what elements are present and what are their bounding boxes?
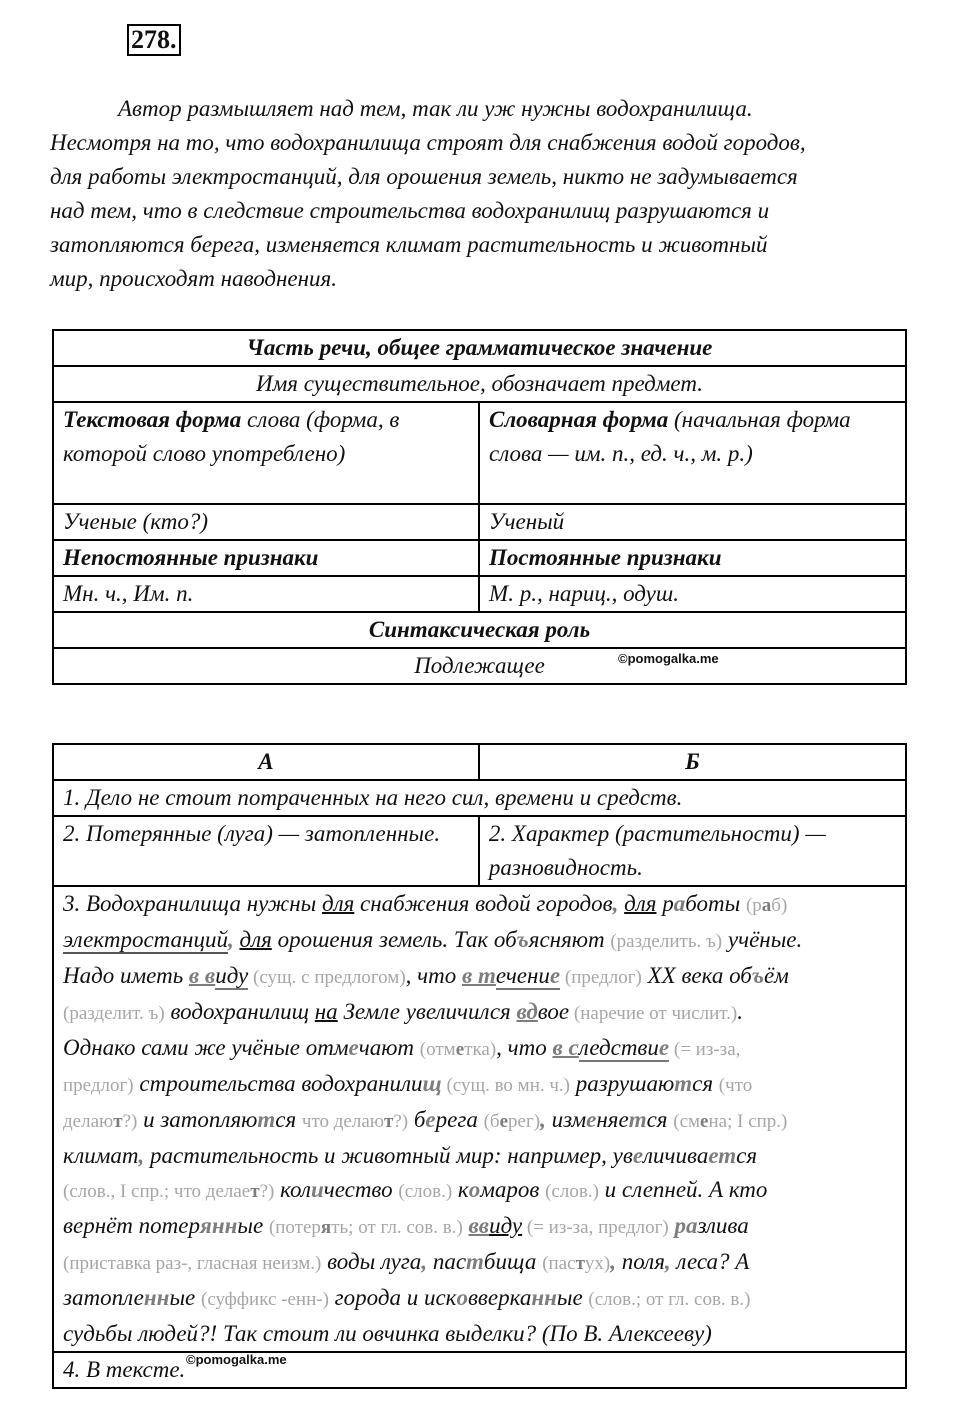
exercise-number: 278. (127, 24, 181, 56)
pos-value: Имя существительное, обозначает предмет. (53, 366, 906, 402)
text-line: (слов., I спр.; что делает?) количество (слов.) комаров (слов.) и слепней. А кто (63, 1177, 768, 1202)
text-line: судьбы людей?! Так стоит ли овчинка выделки? (По В. Алексееву) (63, 1321, 712, 1346)
constant-value: М. р., нариц., одуш. (479, 576, 906, 612)
col-a-header: А (53, 744, 479, 780)
syntax-title: Синтаксическая роль (53, 612, 906, 648)
dict-form-value: Ученый (479, 504, 906, 540)
answer-row-2a: 2. Потерянные (луга) — затопленные. (53, 816, 479, 886)
intro-line: мир, происходят наводнения. (50, 266, 337, 291)
text-line: (приставка раз-, гласная неизм.) воды луга, пастбища (пастух), поля, леса? А (63, 1249, 750, 1274)
col-b-header: Б (479, 744, 906, 780)
text-line: (разделит. ъ) водохранилищ на Земле увеличился вдвое (наречие от числит.). (63, 999, 743, 1024)
intro-line: затопляются берега, изменяется климат растительность и животный (50, 232, 768, 257)
answer-row-2b: 2. Характер (растительности) — разновидность. (479, 816, 906, 886)
answers-table (52, 743, 907, 1389)
nonconstant-value: Мн. ч., Им. п. (53, 576, 479, 612)
text-line: Надо иметь в виду (сущ. с предлогом), что в течение (предлог) XX века объём (63, 963, 789, 988)
text-form-title: Текстовая форма (63, 407, 242, 432)
text-line: Однако сами же учёные отмечают (отметка), что в следствие (= из-за, (63, 1035, 741, 1060)
constant-title: Постоянные признаки (479, 540, 906, 576)
pos-header: Часть речи, общее грамматическое значение (53, 330, 906, 366)
text-line: затопленные (суффикс -енн-) города и исковверканные (слов.; от гл. сов. в.) (63, 1285, 751, 1310)
morphology-table (52, 329, 907, 685)
text-form-cell (53, 402, 479, 504)
intro-line: над тем, что в следствие строительства водохранилищ разрушаются и (50, 198, 770, 223)
watermark-bottom: ©pomogalka.me (186, 1352, 287, 1367)
text-form-desc: слова (форма, в которой слово употреблено) (63, 407, 400, 466)
text-line: электростанций, для орошения земель. Так объясняют (разделить. ъ) учёные. (63, 927, 803, 952)
annotated-text (53, 886, 906, 1352)
answer-row-1: 1. Дело не стоит потраченных на него сил, времени и средств. (53, 780, 906, 816)
text-line: делают?) и затопляются что делают?) берега (берег), изменяется (смена; I спр.) (63, 1107, 788, 1132)
dict-form-title: Словарная форма (489, 407, 669, 432)
watermark: ©pomogalka.me (618, 651, 719, 666)
answer-row-4: 4. В тексте. (53, 1352, 906, 1388)
nonconstant-title: Непостоянные признаки (53, 540, 479, 576)
text-form-value: Ученые (кто?) (53, 504, 479, 540)
syntax-value: Подлежащее (53, 648, 906, 684)
intro-line: Автор размышляет над тем, так ли уж нужны водохранилища. (118, 96, 753, 121)
dict-form-cell (479, 402, 906, 504)
intro-line: Несмотря на то, что водохранилища строят для снабжения водой городов, (50, 130, 806, 155)
dict-form-desc: (начальная форма слова — им. п., ед. ч., м. р.) (489, 407, 851, 466)
text-line: 3. Водохранилища нужны для снабжения водой городов, для работы (раб) (63, 891, 788, 916)
text-line: предлог) строительства водохранилищ (сущ. во мн. ч.) разрушаются (что (63, 1071, 753, 1096)
text-line: вернёт потерянные (потерять; от гл. сов. в.) ввиду (= из-за, предлог) разлива (63, 1213, 749, 1238)
intro-line: для работы электростанций, для орошения земель, никто не задумывается (50, 164, 798, 189)
text-line: климат, растительность и животный мир: например, увеличивается (63, 1143, 758, 1168)
intro-paragraph (50, 92, 910, 296)
